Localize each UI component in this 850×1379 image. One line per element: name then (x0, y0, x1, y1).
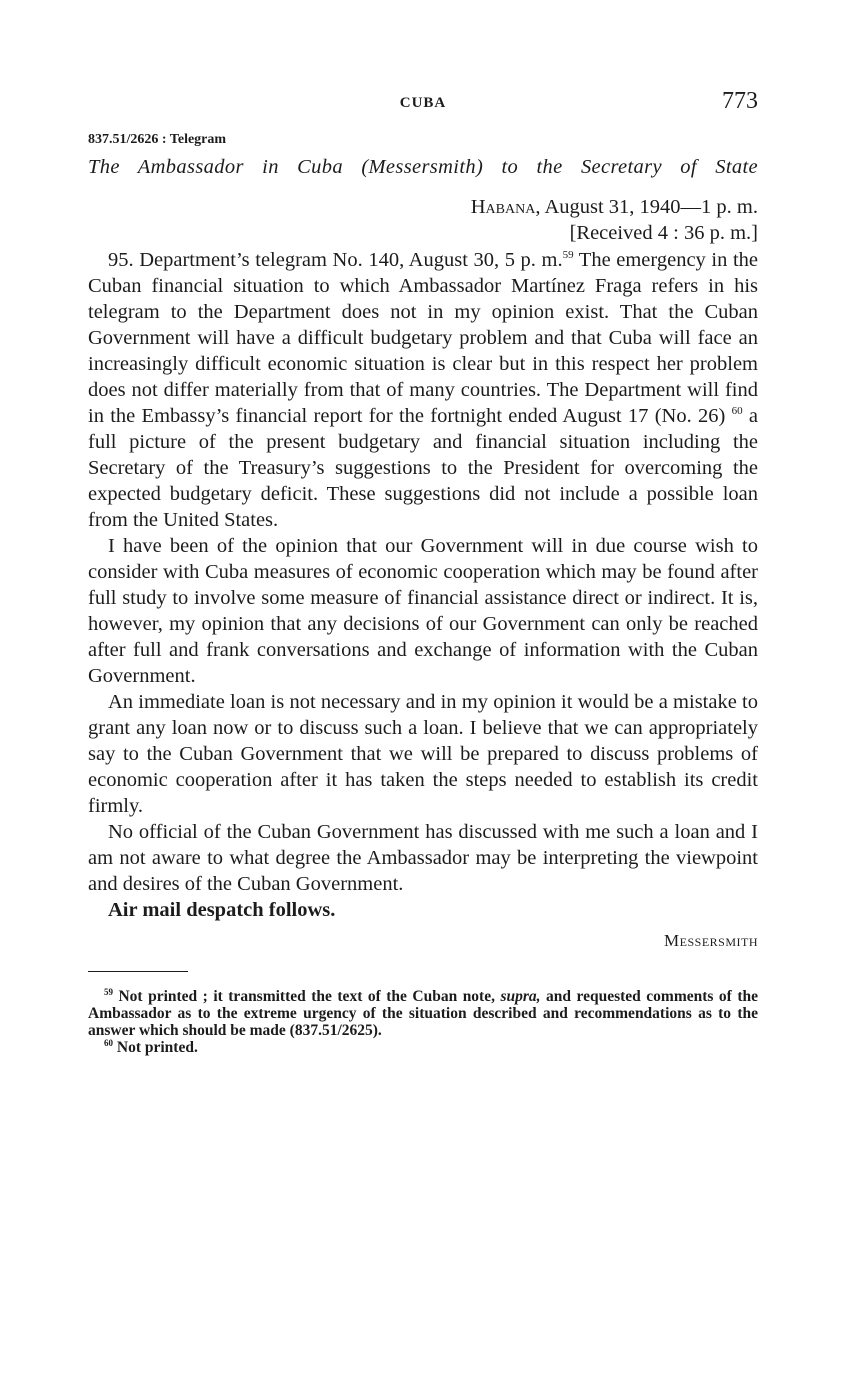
footnote-divider (88, 971, 188, 972)
paragraph-4: No official of the Cuban Government has discussed with me such a loan and I am not aware to what degree the Ambassador may be interpreting the viewpoint and desires of the Cuban Government. (88, 821, 758, 895)
telegram-body (88, 247, 758, 923)
paragraph-1 (88, 247, 758, 533)
dateline-date: , August 31, 1940—1 p. m. (535, 196, 758, 218)
paragraph-5: Air mail despatch follows. (108, 899, 336, 921)
footnote-60-marker: 60 (104, 1038, 113, 1048)
footnote-ref-59: 59 (562, 249, 574, 261)
page-number: 773 (722, 88, 758, 114)
dateline-place: Habana (470, 196, 536, 218)
signature: Messersmith (664, 931, 758, 950)
received-time: [Received 4 : 36 p. m.] (569, 222, 758, 244)
paragraph-2: I have been of the opinion that our Government will in due course wish to consider with Cuba measures of economic cooperation which may be found after full study to involve some measure of financial assistance direct or indirect. It is, however, my opinion that any decisions of our Government can only be reached after full and frank conversations and exchange of information with the Cuban Government. (88, 535, 758, 687)
footnote-ref-60: 60 (731, 405, 743, 417)
footnote-60 (88, 1039, 758, 1056)
dateline-block (88, 194, 758, 246)
paragraph-1-end: a full picture of the present budgetary and financial situation including the Secretary of the Treasury’s suggestions to the President for overcoming the expected budgetary deficit. These suggestions did not include a possible loan from the United States. (88, 405, 758, 531)
file-reference: 837.51/2626 : Telegram (88, 132, 227, 147)
running-header (88, 88, 758, 122)
paragraph-1-start: 95. Department’s telegram No. 140, August 30, 5 p. m. (108, 249, 563, 271)
dateline (88, 194, 758, 220)
footnote-59-text-start: Not printed ; it transmitted the text of the Cuban note, (113, 988, 501, 1005)
running-title: CUBA (399, 95, 447, 111)
paragraph-1-middle: The emergency in the Cuban financial situation to which Ambassador Martínez Fraga refers in his telegram to the Department does not in my opinion exist. That the Cuban Government will have a difficult budgetary problem and that Cuba will face an increasingly difficult economic situation is clear but in this respect her problem does not differ materially from that of many countries. The Department will find in the Embassy’s financial report for the fortnight ended August 17 (No. 26) (88, 249, 758, 427)
footnote-59-marker: 59 (104, 987, 113, 997)
document-page (88, 88, 758, 1056)
paragraph-3: An immediate loan is not necessary and in my opinion it would be a mistake to grant any loan now or to discuss such a loan. I believe that we can appropriately say to the Cuban Government that we will be prepared to discuss problems of economic cooperation after it has taken the steps needed to establish its credit firmly. (88, 691, 758, 817)
footnote-59-text-end: and requested comments of the Ambassador as to the extreme urgency of the situation described and recommendations as to the answer which should be made (837.51/2625). (88, 988, 758, 1039)
footnotes (88, 988, 758, 1056)
document-title: The Ambassador in Cuba (Messersmith) to the Secretary of State (88, 156, 758, 178)
footnote-59-italic: supra, (500, 988, 541, 1005)
footnote-59 (88, 988, 758, 1039)
footnote-60-text: Not printed. (113, 1039, 198, 1056)
